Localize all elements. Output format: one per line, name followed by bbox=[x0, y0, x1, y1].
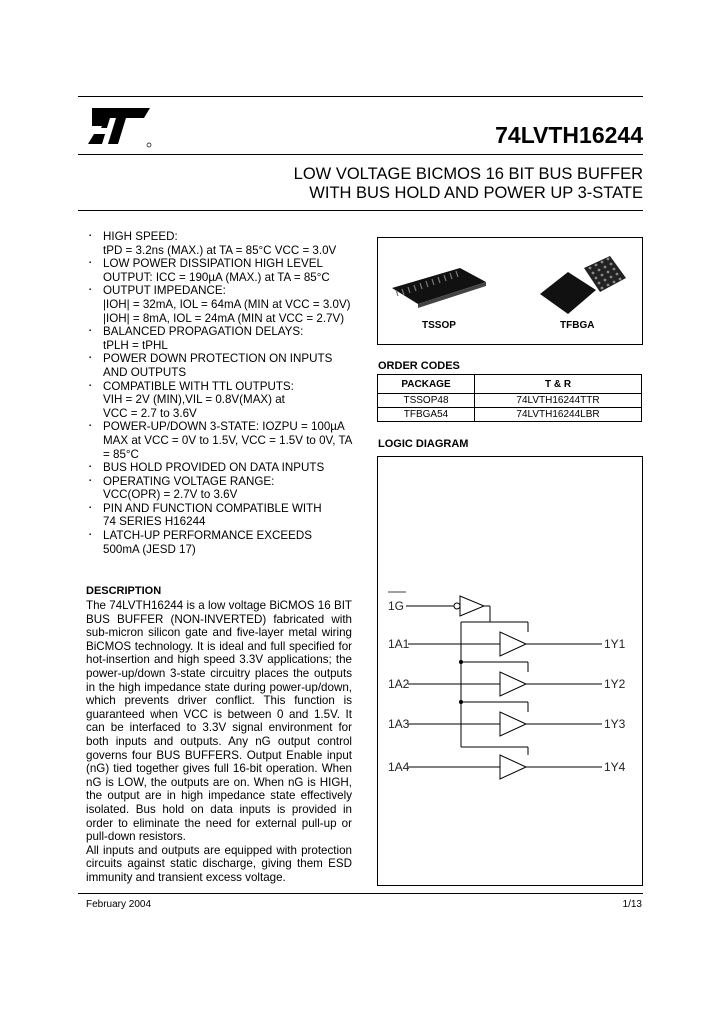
logic-diagram bbox=[378, 457, 642, 885]
feature-line: AND OUTPUTS bbox=[103, 365, 187, 379]
feature-line: = 85°C bbox=[103, 447, 139, 461]
feature-line: VIH = 2V (MIN),VIL = 0.8V(MAX) at bbox=[103, 393, 285, 407]
input-label: 1A1 bbox=[388, 637, 410, 651]
feature-item bbox=[86, 502, 356, 529]
tfbga-chip-icon bbox=[540, 256, 626, 314]
output-label: 1Y1 bbox=[604, 637, 626, 651]
output-label: 1Y3 bbox=[604, 717, 626, 731]
description-text bbox=[86, 599, 352, 884]
title-rule bbox=[78, 154, 643, 155]
feature-line: ▪ PIN AND FUNCTION COMPATIBLE WITH bbox=[103, 501, 322, 515]
feature-line: tPD = 3.2ns (MAX.) at TA = 85°C VCC = 3.0V bbox=[103, 243, 337, 257]
package-illustrations bbox=[378, 238, 642, 344]
feature-line: ▪ OUTPUT IMPEDANCE: bbox=[103, 284, 226, 298]
feature-line: ▪ BUS HOLD PROVIDED ON DATA INPUTS bbox=[103, 461, 325, 475]
feature-line: ▪ POWER DOWN PROTECTION ON INPUTS bbox=[103, 352, 333, 366]
description-paragraph: The 74LVTH16244 is a low voltage BiCMOS 16 BIT BUS BUFFER (NON-INVERTED) fabricated with sub-micron silicon gate and five-layer metal wiring BiCMOS technology. It is ideal and full specified for hot-insertion and high speed 3.3V applications; the power-up/down 3-state circuitry places the outputs in the high impedance state during power-up/down, which prevents driver conflict. This function is guaranteed when VCC is between 0 and 1.5V. It can be interfaced to 3.3V signal environment for both inputs and outputs. Any nG output control governs four BUS BUFFERS. Output Enable input (nG) tied together gives full 16-bit operation. When nG is LOW, the outputs are on. When nG is HIGH, the output are in high impedance state effectively isolated. Bus hold on data inputs is provided in order to eliminate the need for external pull-up or pull-down resistors. bbox=[86, 599, 352, 844]
logic-diagram-heading: LOGIC DIAGRAM bbox=[378, 438, 469, 450]
enable-label: 1G bbox=[388, 599, 405, 613]
top-rule bbox=[78, 96, 643, 97]
feature-line: VCC(OPR) = 2.7V to 3.6V bbox=[103, 488, 238, 502]
feature-item bbox=[86, 325, 356, 352]
table-cell: TSSOP48 bbox=[378, 394, 475, 408]
feature-line: VCC = 2.7 to 3.6V bbox=[103, 406, 197, 420]
description-paragraph: All inputs and outputs are equipped with protection circuits against static discharge, giving them ESD immunity and transient excess voltage. bbox=[86, 843, 352, 884]
table-row bbox=[378, 394, 642, 408]
input-label: 1A2 bbox=[388, 677, 410, 691]
table-cell: 74LVTH16244TTR bbox=[475, 394, 642, 408]
feature-item bbox=[86, 257, 356, 284]
table-row bbox=[378, 408, 642, 422]
tssop-chip-icon bbox=[392, 268, 486, 308]
table-cell: 74LVTH16244LBR bbox=[475, 408, 642, 422]
feature-line: ▪ BALANCED PROPAGATION DELAYS: bbox=[103, 325, 304, 339]
subtitle-line-2: WITH BUS HOLD AND POWER UP 3-STATE bbox=[309, 184, 643, 202]
output-label: 1Y2 bbox=[604, 677, 626, 691]
feature-item bbox=[86, 352, 356, 379]
feature-line: 74 SERIES H16244 bbox=[103, 515, 206, 529]
feature-item bbox=[86, 461, 356, 475]
feature-line: ▪ HIGH SPEED: bbox=[103, 230, 178, 243]
subtitle-rule bbox=[78, 210, 643, 211]
footer-rule bbox=[78, 893, 643, 894]
description-heading: DESCRIPTION bbox=[86, 585, 162, 597]
input-label: 1A3 bbox=[388, 717, 410, 731]
feature-line: ▪ COMPATIBLE WITH TTL OUTPUTS: bbox=[103, 379, 294, 393]
feature-line: ▪ LOW POWER DISSIPATION HIGH LEVEL bbox=[103, 257, 323, 271]
table-header-row bbox=[378, 375, 642, 394]
st-logo bbox=[84, 104, 154, 150]
feature-item bbox=[86, 420, 356, 461]
feature-line: |IOH| = 32mA, IOL = 64mA (MIN at VCC = 3.0V) bbox=[103, 297, 351, 311]
feature-line: ▪ OPERATING VOLTAGE RANGE: bbox=[103, 474, 275, 488]
order-codes-table bbox=[377, 374, 642, 422]
features-list bbox=[86, 230, 356, 556]
feature-line: tPLH = tPHL bbox=[103, 338, 168, 352]
tfbga-label: TFBGA bbox=[560, 320, 595, 331]
column-header-package: PACKAGE bbox=[378, 375, 475, 394]
output-label: 1Y4 bbox=[604, 760, 626, 774]
package-images-box bbox=[377, 237, 643, 345]
feature-item bbox=[86, 284, 356, 325]
subtitle bbox=[150, 165, 643, 203]
footer-page-number: 1/13 bbox=[622, 899, 642, 910]
order-codes-heading: ORDER CODES bbox=[378, 360, 460, 372]
feature-line: OUTPUT: ICC = 190µA (MAX.) at TA = 85°C bbox=[103, 270, 330, 284]
feature-line: MAX at VCC = 0V to 1.5V, VCC = 1.5V to 0V, TA bbox=[103, 433, 353, 447]
logic-diagram-box bbox=[377, 456, 643, 886]
feature-line: ▪ LATCH-UP PERFORMANCE EXCEEDS bbox=[103, 529, 312, 543]
part-number-title: 74LVTH16244 bbox=[495, 122, 643, 148]
tssop-label: TSSOP bbox=[422, 320, 456, 331]
feature-line: 500mA (JESD 17) bbox=[103, 542, 196, 556]
footer-date: February 2004 bbox=[86, 899, 152, 910]
column-header-tr: T & R bbox=[475, 375, 642, 394]
feature-item bbox=[86, 475, 356, 502]
feature-item bbox=[86, 380, 356, 421]
feature-item bbox=[86, 529, 356, 556]
feature-line: ▪ POWER-UP/DOWN 3-STATE: IOZPU = 100µA bbox=[103, 420, 345, 434]
feature-item bbox=[86, 230, 356, 257]
input-label: 1A4 bbox=[388, 760, 410, 774]
table-cell: TFBGA54 bbox=[378, 408, 475, 422]
feature-line: |IOH| = 8mA, IOL = 24mA (MIN at VCC = 2.7V) bbox=[103, 311, 345, 325]
subtitle-line-1: LOW VOLTAGE BICMOS 16 BIT BUS BUFFER bbox=[293, 165, 643, 183]
